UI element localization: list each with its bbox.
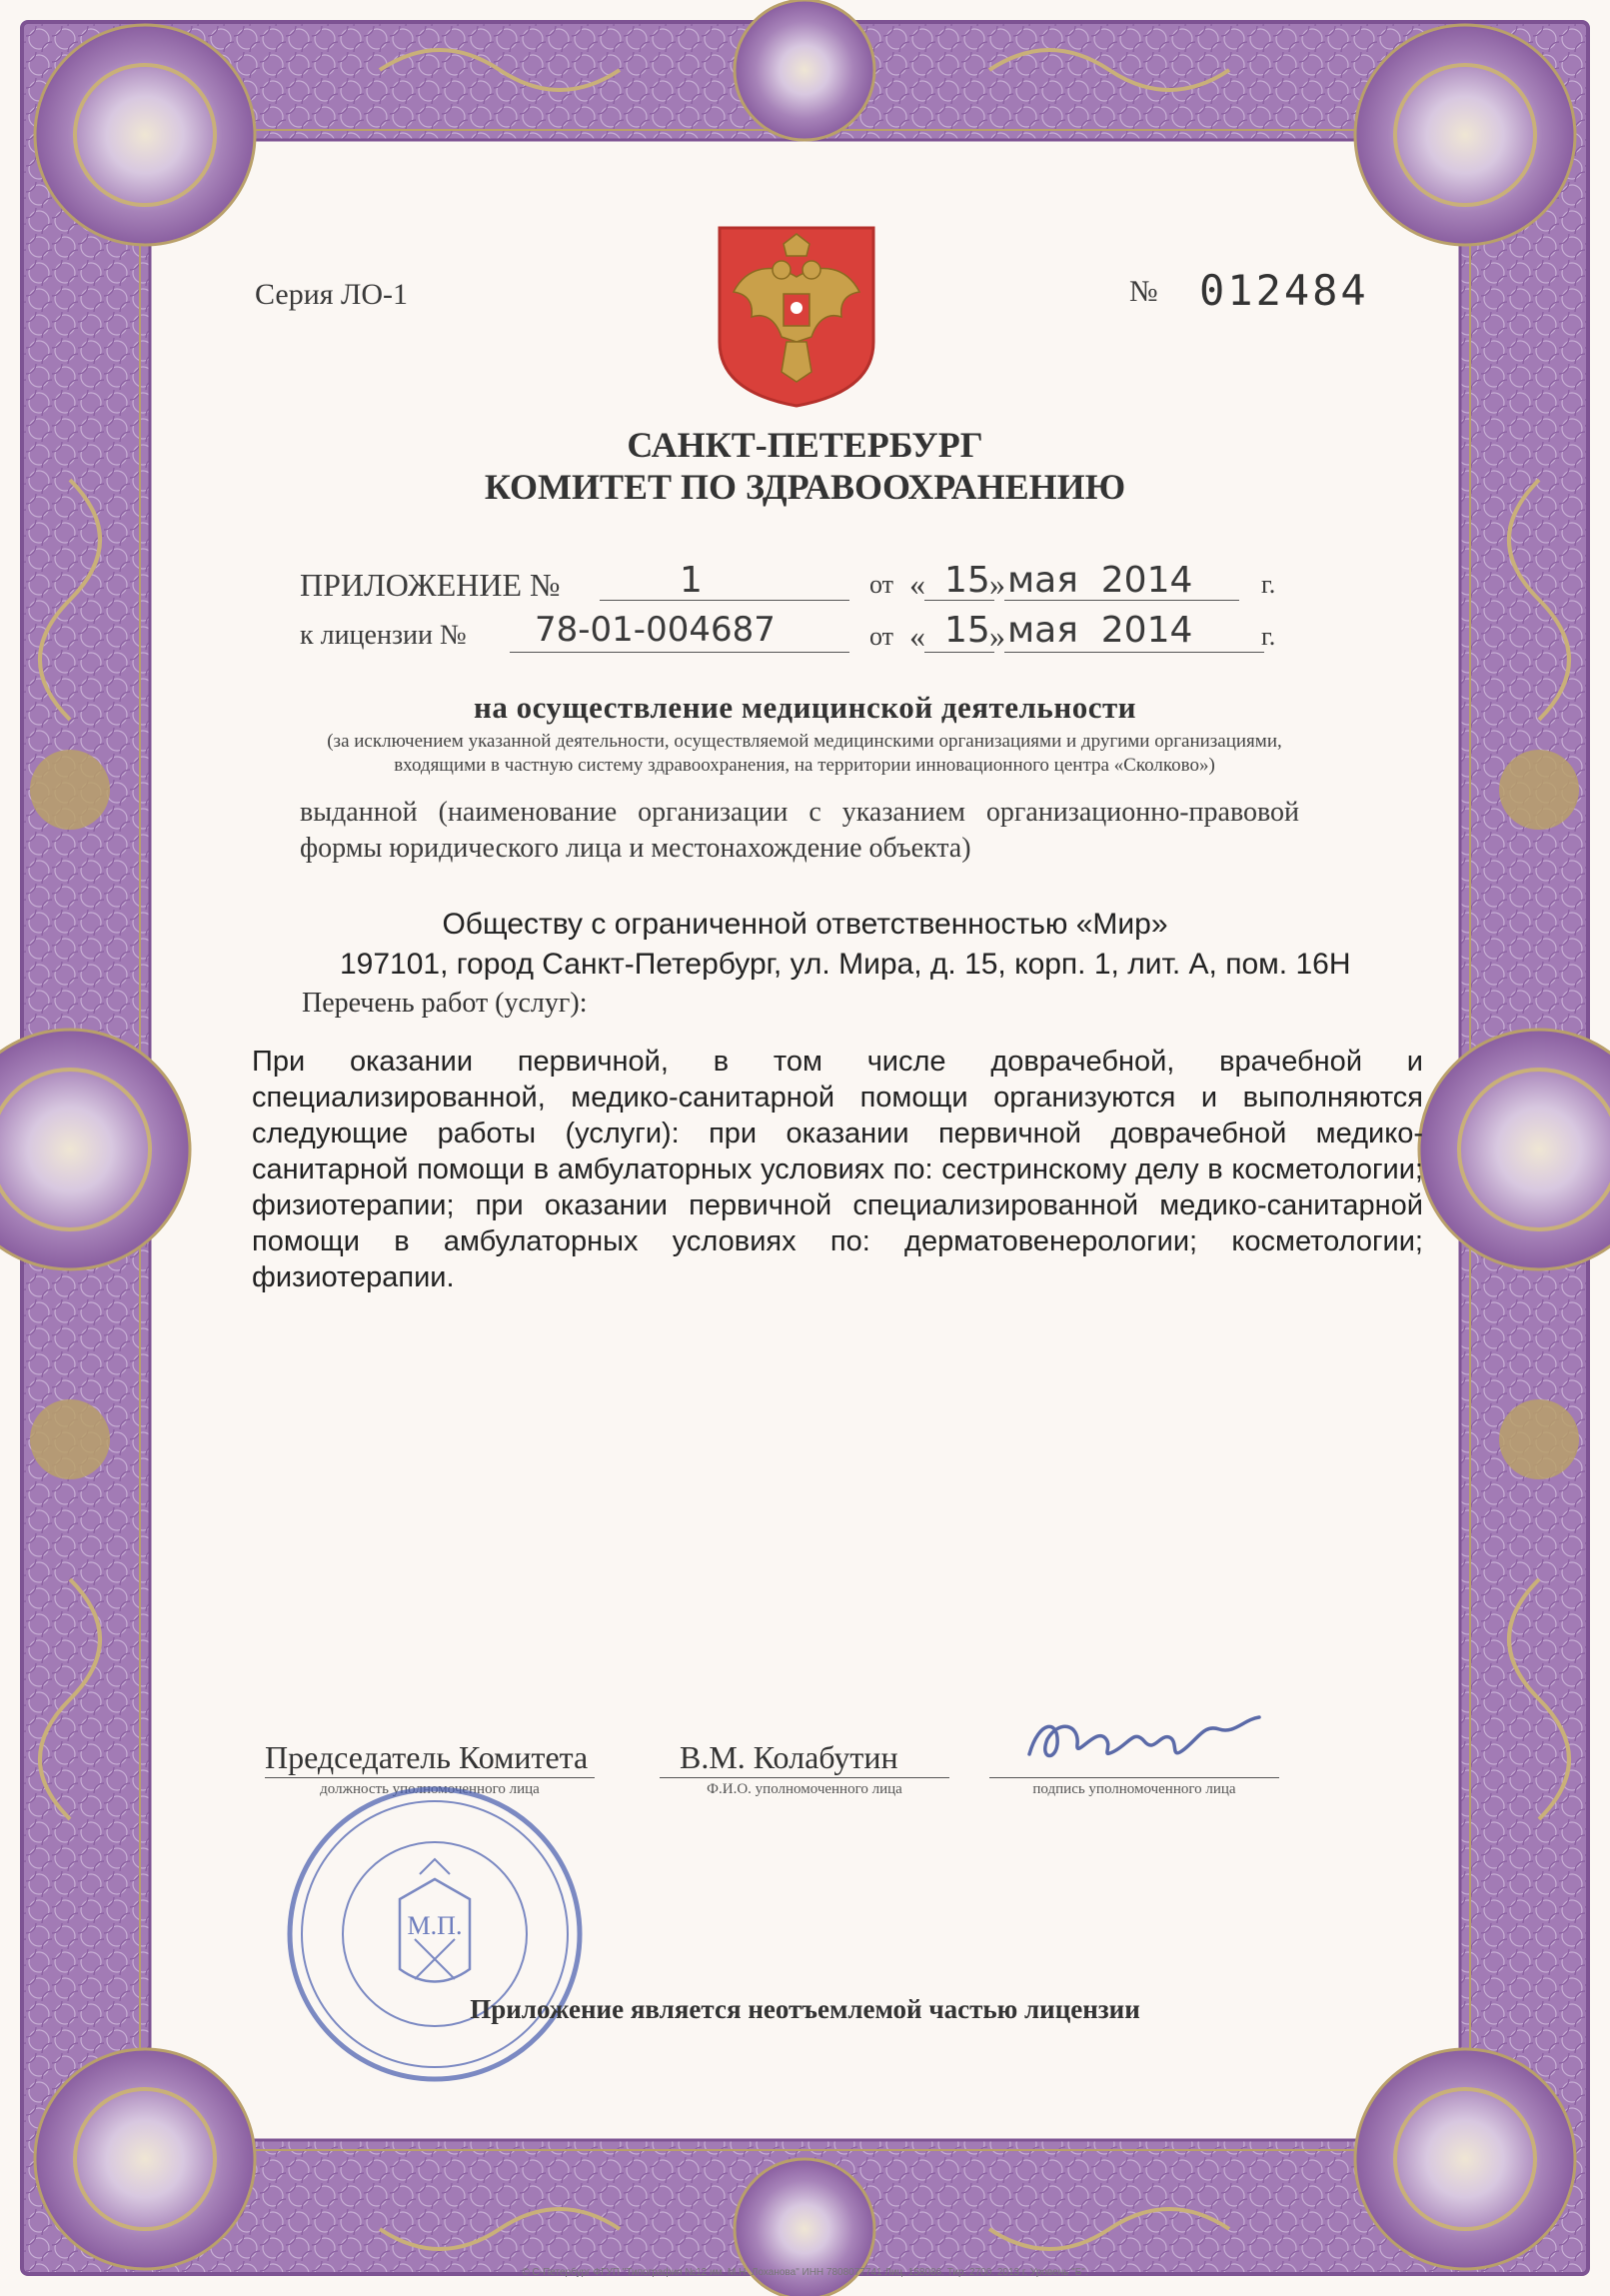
number-sign: №: [1129, 275, 1158, 308]
printer-imprint: © С-Петербург ФГУП "Типография №12 им. М.Н. Лоханова" ИНН 7808077741 Лиц. 158086. Тир. 2700. 2013 г. Уровень "Б".: [522, 2267, 1088, 2278]
appendix-year-suffix: г.: [1261, 570, 1276, 599]
license-from-label: от: [869, 622, 894, 651]
name-caption: Ф.И.О. уполномоченного лица: [707, 1781, 902, 1797]
signer-name: В.М. Колабутин: [680, 1739, 898, 1775]
appendix-day: 15: [944, 560, 990, 601]
signer-position: Председатель Комитета: [265, 1739, 589, 1775]
organization-name: Обществу с ограниченной ответственностью «Мир»: [442, 908, 1168, 941]
works-text: При оказании первичной, в том числе доврачебной, врачебной и специализированной, медико-санитарной помощи организуются и выполняются следующие работы (услуги): при оказании первичной доврачебной медико-санитарной помощи в амбулаторных условиях по: сестринскому делу в косметологии; физиотерапии; при оказании первичной специализированной медико-санитарной помощи в амбулаторных условиях по: дерматовенерологии; косметологии; физиотерапии.: [252, 1046, 1423, 1293]
stamp-mark: М.П.: [407, 1911, 463, 1940]
appendix-month-year: мая 2014: [1007, 560, 1193, 601]
license-label: к лицензии №: [300, 620, 467, 651]
signature-line: [989, 1777, 1279, 1778]
coat-of-arms-icon: [712, 222, 881, 410]
license-day: 15: [944, 610, 990, 651]
issuer-committee: КОМИТЕТ ПО ЗДРАВООХРАНЕНИЮ: [484, 467, 1126, 507]
issued-to-caption: выданной (наименование организации с указанием организационно-правовой формы юридического лица и местонахождение объекта): [300, 797, 1299, 864]
activity-title: на осуществление медицинской деятельности: [473, 690, 1137, 725]
appendix-number-line: [600, 600, 849, 601]
official-stamp-icon: [270, 1779, 600, 2089]
appendix-from-label: от: [869, 570, 894, 599]
position-caption: должность уполномоченного лица: [320, 1781, 540, 1797]
appendix-integral-note: Приложение является неотъемлемой частью лицензии: [470, 1994, 1140, 2024]
issuer-city: САНКТ-ПЕТЕРБУРГ: [627, 425, 983, 465]
signature-caption: подпись уполномоченного лица: [1032, 1781, 1236, 1797]
position-line: [265, 1777, 595, 1778]
works-label: Перечень работ (услуг):: [302, 988, 588, 1019]
license-quote-close: »: [989, 618, 1005, 654]
license-month-year: мая 2014: [1007, 610, 1193, 651]
activity-note: (за исключением указанной деятельности, осуществляемой медицинскими организациями и другими организациями, входящими в частную систему здравоохранения, на территории инновационного центра «Сколково»): [327, 731, 1282, 776]
appendix-quote-open: «: [909, 566, 925, 602]
organization-address: 197101, город Санкт-Петербург, ул. Мира, д. 15, корп. 1, лит. А, пом. 16Н: [340, 948, 1351, 981]
license-day-line: [924, 652, 994, 653]
license-date-line: [1004, 652, 1264, 653]
license-year-suffix: г.: [1261, 622, 1276, 651]
series-label: Серия ЛО-1: [255, 278, 409, 311]
license-number: 78-01-004687: [535, 610, 776, 650]
appendix-number: 1: [680, 560, 703, 601]
license-quote-open: «: [909, 618, 925, 654]
name-line: [660, 1777, 949, 1778]
appendix-label: ПРИЛОЖЕНИЕ №: [300, 567, 561, 603]
appendix-quote-close: »: [989, 566, 1005, 602]
form-number: 012484: [1199, 266, 1369, 315]
handwritten-signature-icon: [1019, 1699, 1269, 1779]
license-number-line: [510, 652, 849, 653]
